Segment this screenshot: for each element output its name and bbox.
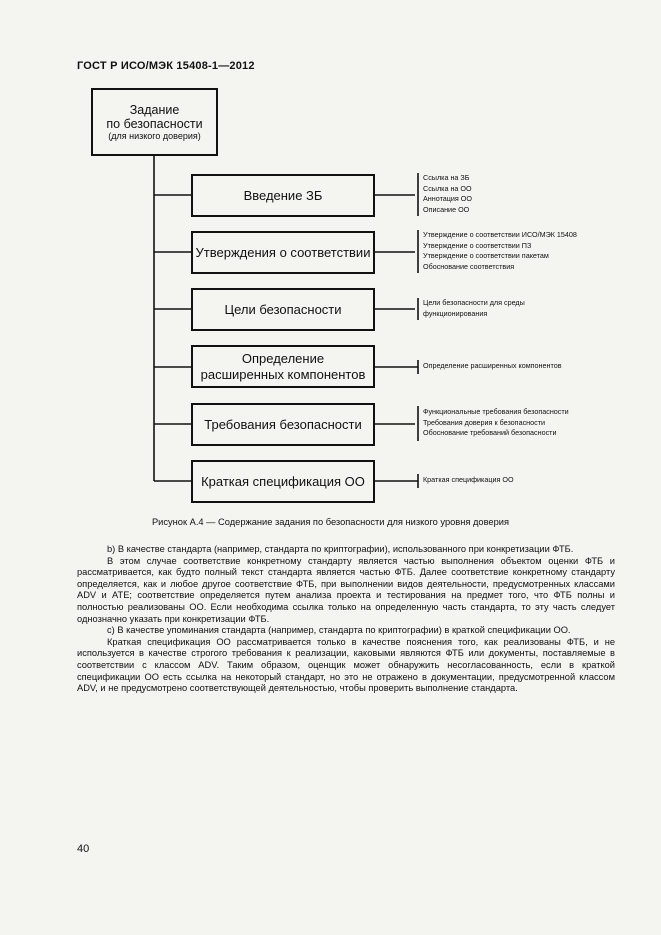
body-text	[77, 544, 615, 695]
detail-item: функционирования	[423, 308, 488, 318]
detail-item: Функциональные требования безопасности	[423, 407, 569, 416]
paragraph: В этом случае соответствие конкретному стандарту является частью выполнения объектом оценки ФТБ и рассматривается, как будто полный текст стандарта является частью ФТБ. Далее соответствие конкретному стандарту определяется, как и любое другое соответствие ФТБ, при выполнении видов деятельности, предусмотренных классами ADV и ATE; соответствие определяется путем анализа проекта и тестирования на предмет того, что ФТБ полны и полностью реализованы ОО. Если необходима ссылка только на определенную часть стандарта, то эту часть следует однозначно указать при конкретизации ФТБ.	[77, 555, 615, 624]
section-box-conformance-claims	[191, 231, 375, 274]
section-label: Определение расширенных компонентов	[200, 350, 366, 382]
detail-item: Ссылка на ЗБ	[423, 173, 470, 182]
detail-item: Обоснование соответствия	[423, 261, 515, 271]
section-label: Утверждения о соответствии	[195, 244, 371, 260]
detail-item: Утверждение о соответствии ПЗ	[423, 240, 532, 250]
paragraph: c) В качестве упоминания стандарта (например, стандарта по криптографии) в краткой спецификации ОО.	[107, 625, 571, 636]
detail-item: Утверждение о соответствии ИСО/МЭК 15408	[423, 230, 577, 239]
section-label: Краткая спецификация ОО	[201, 473, 365, 489]
detail-item: Цели безопасности для среды	[423, 298, 525, 307]
detail-item: Обоснование требований безопасности	[423, 428, 557, 438]
figure-caption: Рисунок А.4 — Содержание задания по безопасности для низкого уровня доверия	[151, 517, 509, 527]
details-st-introduction	[423, 173, 472, 215]
details-security-objectives	[423, 298, 525, 319]
section-box-security-objectives	[191, 288, 375, 331]
section-box-security-requirements	[191, 403, 375, 446]
section-box-st-introduction	[191, 174, 375, 217]
paragraph: Краткая спецификация ОО рассматривается только в качестве пояснения того, как реализованы ФТБ, и не используется в качестве строгого требования к реализации, каковыми являются ФТБ или документы, поставляемые в соответствии с классом ADV. Таким образом, оценщик может обнаружить несогласованность, если в краткой спецификации ОО есть ссылка на некоторый стандарт, но это не отражено в документации, предусмотренной классом ADV, и не предусмотрено соответствующей деятельностью, чтобы проверить выполнение стандарта.	[77, 636, 615, 694]
detail-item: Аннотация ОО	[423, 194, 472, 204]
section-label: Требования безопасности	[204, 416, 362, 432]
security-target-root-box	[91, 88, 218, 156]
details-extended-components	[423, 361, 562, 372]
detail-item: Определение расширенных компонентов	[423, 361, 562, 370]
section-box-extended-components	[191, 345, 375, 388]
details-security-requirements	[423, 407, 569, 439]
detail-item: Требования доверия к безопасности	[423, 417, 546, 427]
paragraph: b) В качестве стандарта (например, стандарта по криптографии), использованного при конкретизации ФТБ.	[107, 544, 574, 554]
root-line1: Задание	[129, 102, 180, 117]
root-note: (для низкого доверия)	[108, 130, 201, 141]
document-header: ГОСТ Р ИСО/МЭК 15408-1—2012	[77, 60, 255, 72]
detail-item: Ссылка на ОО	[423, 183, 472, 193]
detail-item: Описание ОО	[423, 204, 470, 214]
details-toe-summary-spec	[423, 475, 514, 486]
section-box-toe-summary-spec	[191, 460, 375, 503]
details-conformance-claims	[423, 230, 577, 272]
page-number: 40	[77, 843, 90, 855]
detail-item: Утверждение о соответствии пакетам	[423, 251, 549, 261]
detail-item: Краткая спецификация ОО	[423, 475, 514, 484]
root-line2: по безопасности	[106, 116, 203, 131]
section-label: Введение ЗБ	[243, 187, 323, 203]
section-label: Цели безопасности	[224, 301, 342, 317]
